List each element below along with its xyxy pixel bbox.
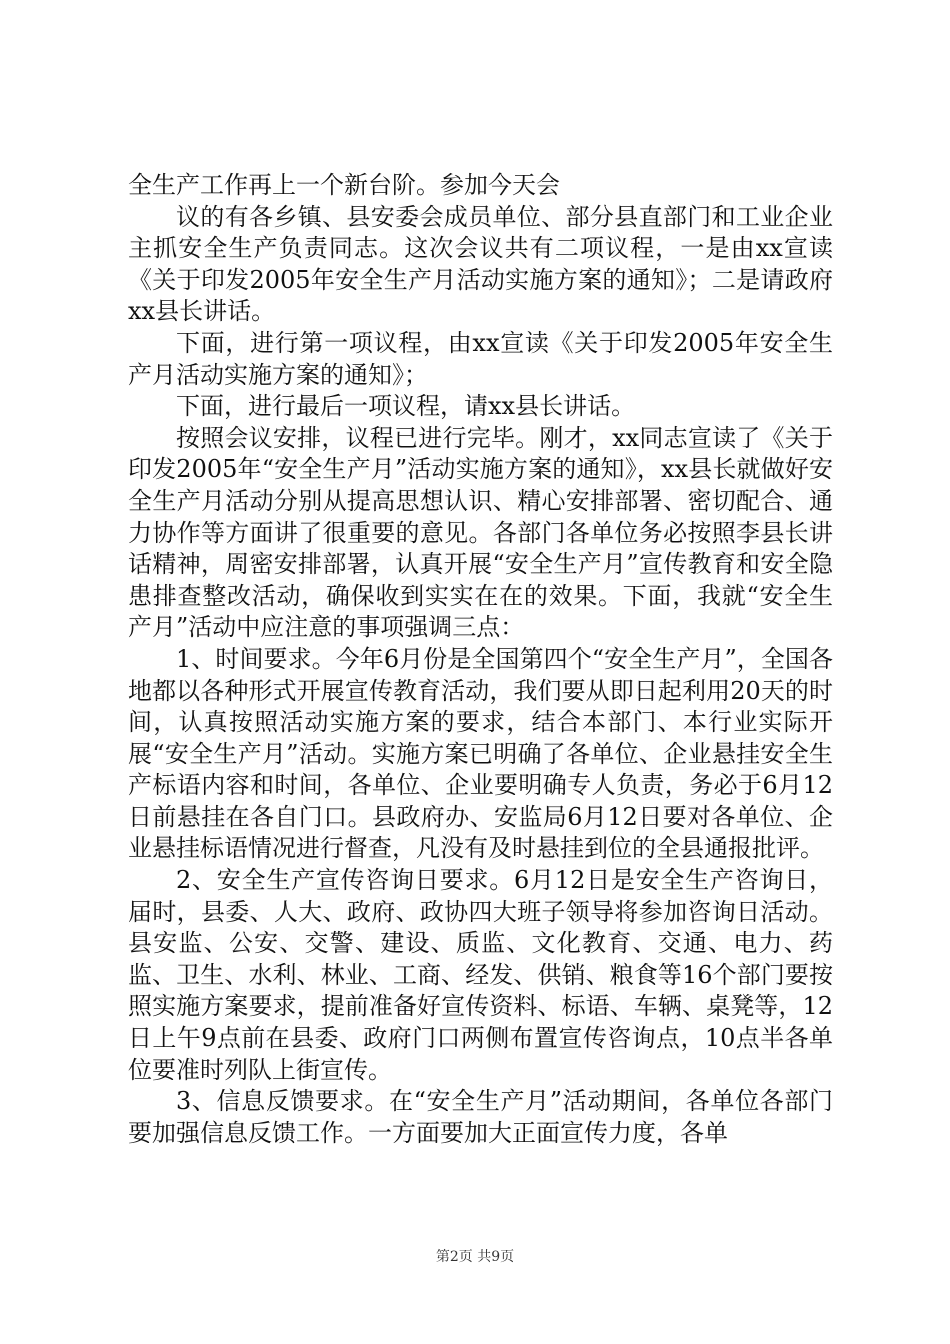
paragraph-continuation: 全生产工作再上一个新台阶。参加今天会 bbox=[128, 171, 560, 199]
paragraph-attendees: 议的有各乡镇、县安委会成员单位、部分县直部门和工业企业主抓安全生产负责同志。这次会议共有二项议程，一是由xx宣读《关于印发2005年安全生产月活动实施方案的通知》；二是请政府xx县长讲话。 bbox=[128, 202, 833, 326]
page-footer: 第2页 共9页 bbox=[435, 1249, 515, 1265]
paragraph-point-2: 2、安全生产宣传咨询日要求。6月12日是安全生产咨询日，届时，县委、人大、政府、政协四大班子领导将参加咨询日活动。县安监、公安、交警、建设、质监、文化教育、交通、电力、药监、卫生、水利、林业、工商、经发、供销、粮食等16个部门要按照实施方案要求，提前准备好宣传资料、标语、车辆、桌凳等，12日上午9点前在县委、政府门口两侧布置宣传咨询点，10点半各单位要准时列队上街宣传。 bbox=[128, 866, 833, 1084]
paragraph-point-3: 3、信息反馈要求。在“安全生产月”活动期间，各单位各部门要加强信息反馈工作。一方面要加大正面宣传力度，各单 bbox=[128, 1087, 833, 1147]
paragraph-last-agenda: 下面，进行最后一项议程，请xx县长讲话。 bbox=[176, 392, 636, 421]
paragraph-point-1: 1、时间要求。今年6月份是全国第四个“安全生产月”，全国各地都以各种形式开展宣传教育活动，我们要从即日起利用20天的时间，认真按照活动实施方案的要求，结合本部门、本行业实际开展“安全生产月”活动。实施方案已明确了各单位、企业悬挂安全生产标语内容和时间，各单位、企业要明确专人负责，务必于6月12日前悬挂在各自门口。县政府办、安监局6月12日要对各单位、企业悬挂标语情况进行督查，凡没有及时悬挂到位的全县通报批评。 bbox=[128, 644, 833, 863]
paragraph-first-agenda: 下面，进行第一项议程，由xx宣读《关于印发2005年安全生产月活动实施方案的通知》； bbox=[128, 328, 833, 389]
document-body bbox=[128, 170, 833, 1149]
paragraph-summary: 按照会议安排，议程已进行完毕。刚才，xx同志宣读了《关于印发2005年“安全生产月”活动实施方案的通知》，xx县长就做好安全生产月活动分别从提高思想认识、精心安排部署、密切配合、通力协作等方面讲了很重要的意见。各部门各单位务必按照李县长讲话精神，周密安排部署，认真开展“安全生产月”宣传教育和安全隐患排查整改活动，确保收到实实在在的效果。下面，我就“安全生产月”活动中应注意的事项强调三点： bbox=[128, 423, 833, 642]
